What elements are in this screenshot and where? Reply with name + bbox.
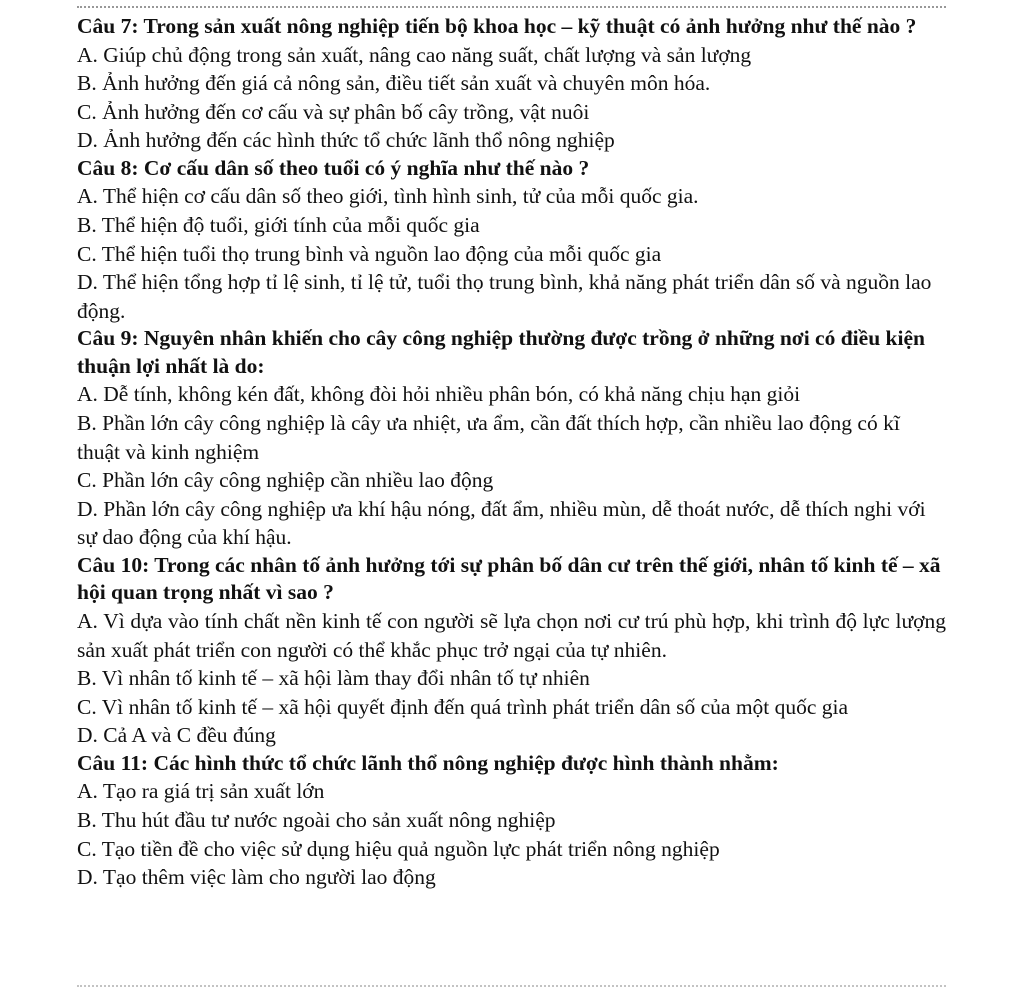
question-8 xyxy=(77,155,946,325)
question-10-option-b: B. Vì nhân tố kinh tế – xã hội làm thay đổi nhân tố tự nhiên xyxy=(77,666,590,691)
question-7-title: Câu 7: Trong sản xuất nông nghiệp tiến bộ khoa học – kỹ thuật có ảnh hưởng như thế nào ? xyxy=(77,14,917,38)
question-9 xyxy=(77,325,946,552)
question-10-option-d: D. Cả A và C đều đúng xyxy=(77,723,276,748)
question-9-option-a: A. Dễ tính, không kén đất, không đòi hỏi nhiều phân bón, có khả năng chịu hạn giỏi xyxy=(77,382,801,407)
question-8-option-c: C. Thể hiện tuổi thọ trung bình và nguồn lao động của mỗi quốc gia xyxy=(77,241,662,266)
cropped-previous-line xyxy=(77,6,946,13)
question-7-option-a: A. Giúp chủ động trong sản xuất, nâng cao năng suất, chất lượng và sản lượng xyxy=(77,42,752,67)
question-11 xyxy=(77,750,946,892)
question-11-option-d: D. Tạo thêm việc làm cho người lao động xyxy=(77,865,436,890)
question-8-option-d: D. Thể hiện tổng hợp tỉ lệ sinh, tỉ lệ tử, tuổi thọ trung bình, khả năng phát triển dân số và nguồn lao động. xyxy=(77,270,932,323)
question-11-option-b: B. Thu hút đầu tư nước ngoài cho sản xuất nông nghiệp xyxy=(77,807,556,832)
question-7-option-d: D. Ảnh hưởng đến các hình thức tổ chức lãnh thổ nông nghiệp xyxy=(77,128,615,153)
question-11-title: Câu 11: Các hình thức tổ chức lãnh thổ nông nghiệp được hình thành nhằm: xyxy=(77,750,779,775)
question-7 xyxy=(77,13,946,155)
question-11-option-a: A. Tạo ra giá trị sản xuất lớn xyxy=(77,779,325,804)
question-9-option-c: C. Phần lớn cây công nghiệp cần nhiều lao động xyxy=(77,468,494,493)
question-10-title: Câu 10: Trong các nhân tố ảnh hưởng tới sự phân bố dân cư trên thế giới, nhân tố kinh tế – xã hội quan trọng nhất vì sao ? xyxy=(77,552,941,605)
cropped-next-line xyxy=(77,981,946,987)
question-9-option-b: B. Phần lớn cây công nghiệp là cây ưa nhiệt, ưa ẩm, cần đất thích hợp, cần nhiều lao động có kĩ thuật và kinh nghiệm xyxy=(77,410,900,464)
question-8-title: Câu 8: Cơ cấu dân số theo tuổi có ý nghĩa như thế nào ? xyxy=(77,155,590,180)
question-10 xyxy=(77,552,946,750)
question-8-option-a: A. Thể hiện cơ cấu dân số theo giới, tình hình sinh, tử của mỗi quốc gia. xyxy=(77,184,699,209)
question-7-option-b: B. Ảnh hưởng đến giá cả nông sản, điều tiết sản xuất và chuyên môn hóa. xyxy=(77,71,711,96)
question-11-option-c: C. Tạo tiền đề cho việc sử dụng hiệu quả nguồn lực phát triển nông nghiệp xyxy=(77,836,720,861)
question-8-option-b: B. Thể hiện độ tuổi, giới tính của mỗi quốc gia xyxy=(77,212,480,237)
question-9-title: Câu 9: Nguyên nhân khiến cho cây công nghiệp thường được trồng ở những nơi có điều kiện thuận lợi nhất là do: xyxy=(77,326,925,378)
question-10-option-a: A. Vì dựa vào tính chất nền kinh tế con người sẽ lựa chọn nơi cư trú phù hợp, khi trình độ lực lượng sản xuất phát triển con người có thể khắc phục trở ngại của tự nhiên. xyxy=(77,608,946,662)
question-9-option-d: D. Phần lớn cây công nghiệp ưa khí hậu nóng, đất ẩm, nhiều mùn, dễ thoát nước, dễ thích nghi với sự dao động của khí hậu. xyxy=(77,496,926,550)
question-7-option-c: C. Ảnh hưởng đến cơ cấu và sự phân bố cây trồng, vật nuôi xyxy=(77,99,590,124)
question-10-option-c: C. Vì nhân tố kinh tế – xã hội quyết định đến quá trình phát triển dân số của một quốc gia xyxy=(77,694,849,719)
